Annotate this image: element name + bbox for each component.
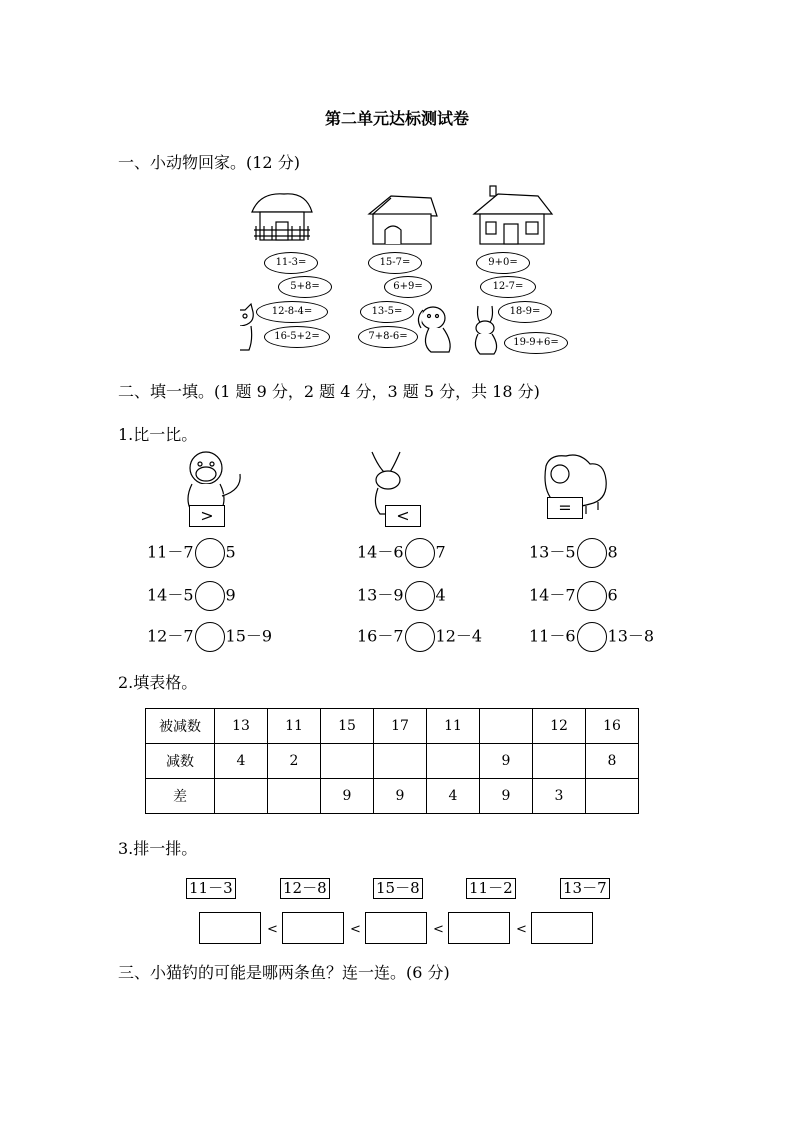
compare-item: 13－9 4 [357, 581, 446, 611]
oval-equation[interactable]: 5+8= [278, 276, 332, 298]
table-cell[interactable] [321, 744, 374, 779]
sort-expression: 12－8 [280, 878, 330, 899]
oval-equation[interactable]: 13-5= [360, 301, 414, 323]
table-cell[interactable]: 15 [321, 709, 374, 744]
compare-circle[interactable] [577, 622, 607, 652]
table-cell[interactable]: 9 [480, 744, 533, 779]
sort-expression: 13－7 [560, 878, 610, 899]
oval-equation[interactable]: 16-5+2= [264, 326, 330, 348]
table-cell: 差 [146, 779, 215, 814]
table-cell[interactable]: 13 [215, 709, 268, 744]
oval-equation[interactable]: 18-9= [498, 301, 552, 323]
table-cell: 减数 [146, 744, 215, 779]
table-cell[interactable]: 4 [427, 779, 480, 814]
oval-equation[interactable]: 19-9+6= [504, 332, 568, 354]
table-cell[interactable]: 9 [480, 779, 533, 814]
less-than-sign: < [267, 922, 278, 937]
table-cell: 被减数 [146, 709, 215, 744]
compare-item: 14－5 9 [147, 581, 236, 611]
answer-box[interactable] [448, 912, 510, 944]
table-row [146, 779, 639, 814]
compare-circle[interactable] [577, 581, 607, 611]
table-cell[interactable] [215, 779, 268, 814]
greater-than-sign-box: > [189, 505, 225, 527]
answer-box[interactable] [365, 912, 427, 944]
compare-circle[interactable] [405, 622, 435, 652]
answer-box[interactable] [199, 912, 261, 944]
oval-equation[interactable]: 7+8-6= [358, 326, 418, 348]
answer-box[interactable] [282, 912, 344, 944]
table-cell[interactable] [268, 779, 321, 814]
table-cell[interactable]: 4 [215, 744, 268, 779]
sort-expression: 11－3 [186, 878, 236, 899]
table-cell[interactable]: 3 [533, 779, 586, 814]
oval-equation[interactable]: 6+9= [384, 276, 432, 298]
compare-circle[interactable] [577, 538, 607, 568]
table-cell[interactable]: 8 [586, 744, 639, 779]
table-cell[interactable]: 9 [321, 779, 374, 814]
oval-equation[interactable]: 11-3= [264, 252, 318, 274]
oval-equation[interactable]: 9+0= [476, 252, 530, 274]
compare-circle[interactable] [405, 581, 435, 611]
table-cell[interactable]: 12 [533, 709, 586, 744]
question-1-label: 1.比一比。 [118, 425, 198, 444]
compare-circle[interactable] [195, 581, 225, 611]
compare-circle[interactable] [405, 538, 435, 568]
compare-item: 13－5 8 [529, 538, 618, 568]
section-2-heading: 二、填一填。(1 题 9 分，2 题 4 分，3 题 5 分，共 18 分) [118, 382, 540, 401]
table-cell[interactable]: 16 [586, 709, 639, 744]
compare-item: 14－7 6 [529, 581, 618, 611]
table-cell[interactable] [374, 744, 427, 779]
question-2-label: 2.填表格。 [118, 673, 198, 692]
oval-equation[interactable]: 12-7= [480, 276, 536, 298]
table-cell[interactable]: 17 [374, 709, 427, 744]
section-1-heading: 一、小动物回家。(12 分) [118, 153, 300, 172]
compare-item: 11－6 13－8 [529, 622, 654, 652]
equation-ovals [240, 184, 580, 374]
table-cell[interactable] [480, 709, 533, 744]
compare-item: 14－6 7 [357, 538, 446, 568]
sort-expression: 11－2 [466, 878, 516, 899]
table-cell[interactable]: 2 [268, 744, 321, 779]
compare-circle[interactable] [195, 622, 225, 652]
table-cell[interactable]: 11 [427, 709, 480, 744]
table-cell[interactable] [586, 779, 639, 814]
less-than-sign: < [516, 922, 527, 937]
table-row [146, 709, 639, 744]
compare-item: 16－7 12－4 [357, 622, 482, 652]
compare-circle[interactable] [195, 538, 225, 568]
table-cell[interactable] [427, 744, 480, 779]
question-3-label: 3.排一排。 [118, 839, 198, 858]
table-cell[interactable]: 11 [268, 709, 321, 744]
monkey-icon [188, 452, 240, 512]
section-3-heading: 三、小猫钓的可能是哪两条鱼？连一连。(6 分) [118, 963, 450, 982]
less-than-sign: < [350, 922, 361, 937]
compare-item: 12－7 15－9 [147, 622, 272, 652]
subtraction-table [145, 708, 639, 814]
oval-equation[interactable]: 12-8-4= [256, 301, 328, 323]
less-than-sign: < [433, 922, 444, 937]
sort-expression: 15－8 [373, 878, 423, 899]
compare-item: 11－7 5 [147, 538, 236, 568]
less-than-sign-box: < [385, 505, 421, 527]
oval-equation[interactable]: 15-7= [368, 252, 422, 274]
equals-sign-box: = [547, 497, 583, 519]
answer-box[interactable] [531, 912, 593, 944]
table-cell[interactable] [533, 744, 586, 779]
page-title: 第二单元达标测试卷 [324, 109, 469, 128]
table-cell[interactable]: 9 [374, 779, 427, 814]
table-row [146, 744, 639, 779]
